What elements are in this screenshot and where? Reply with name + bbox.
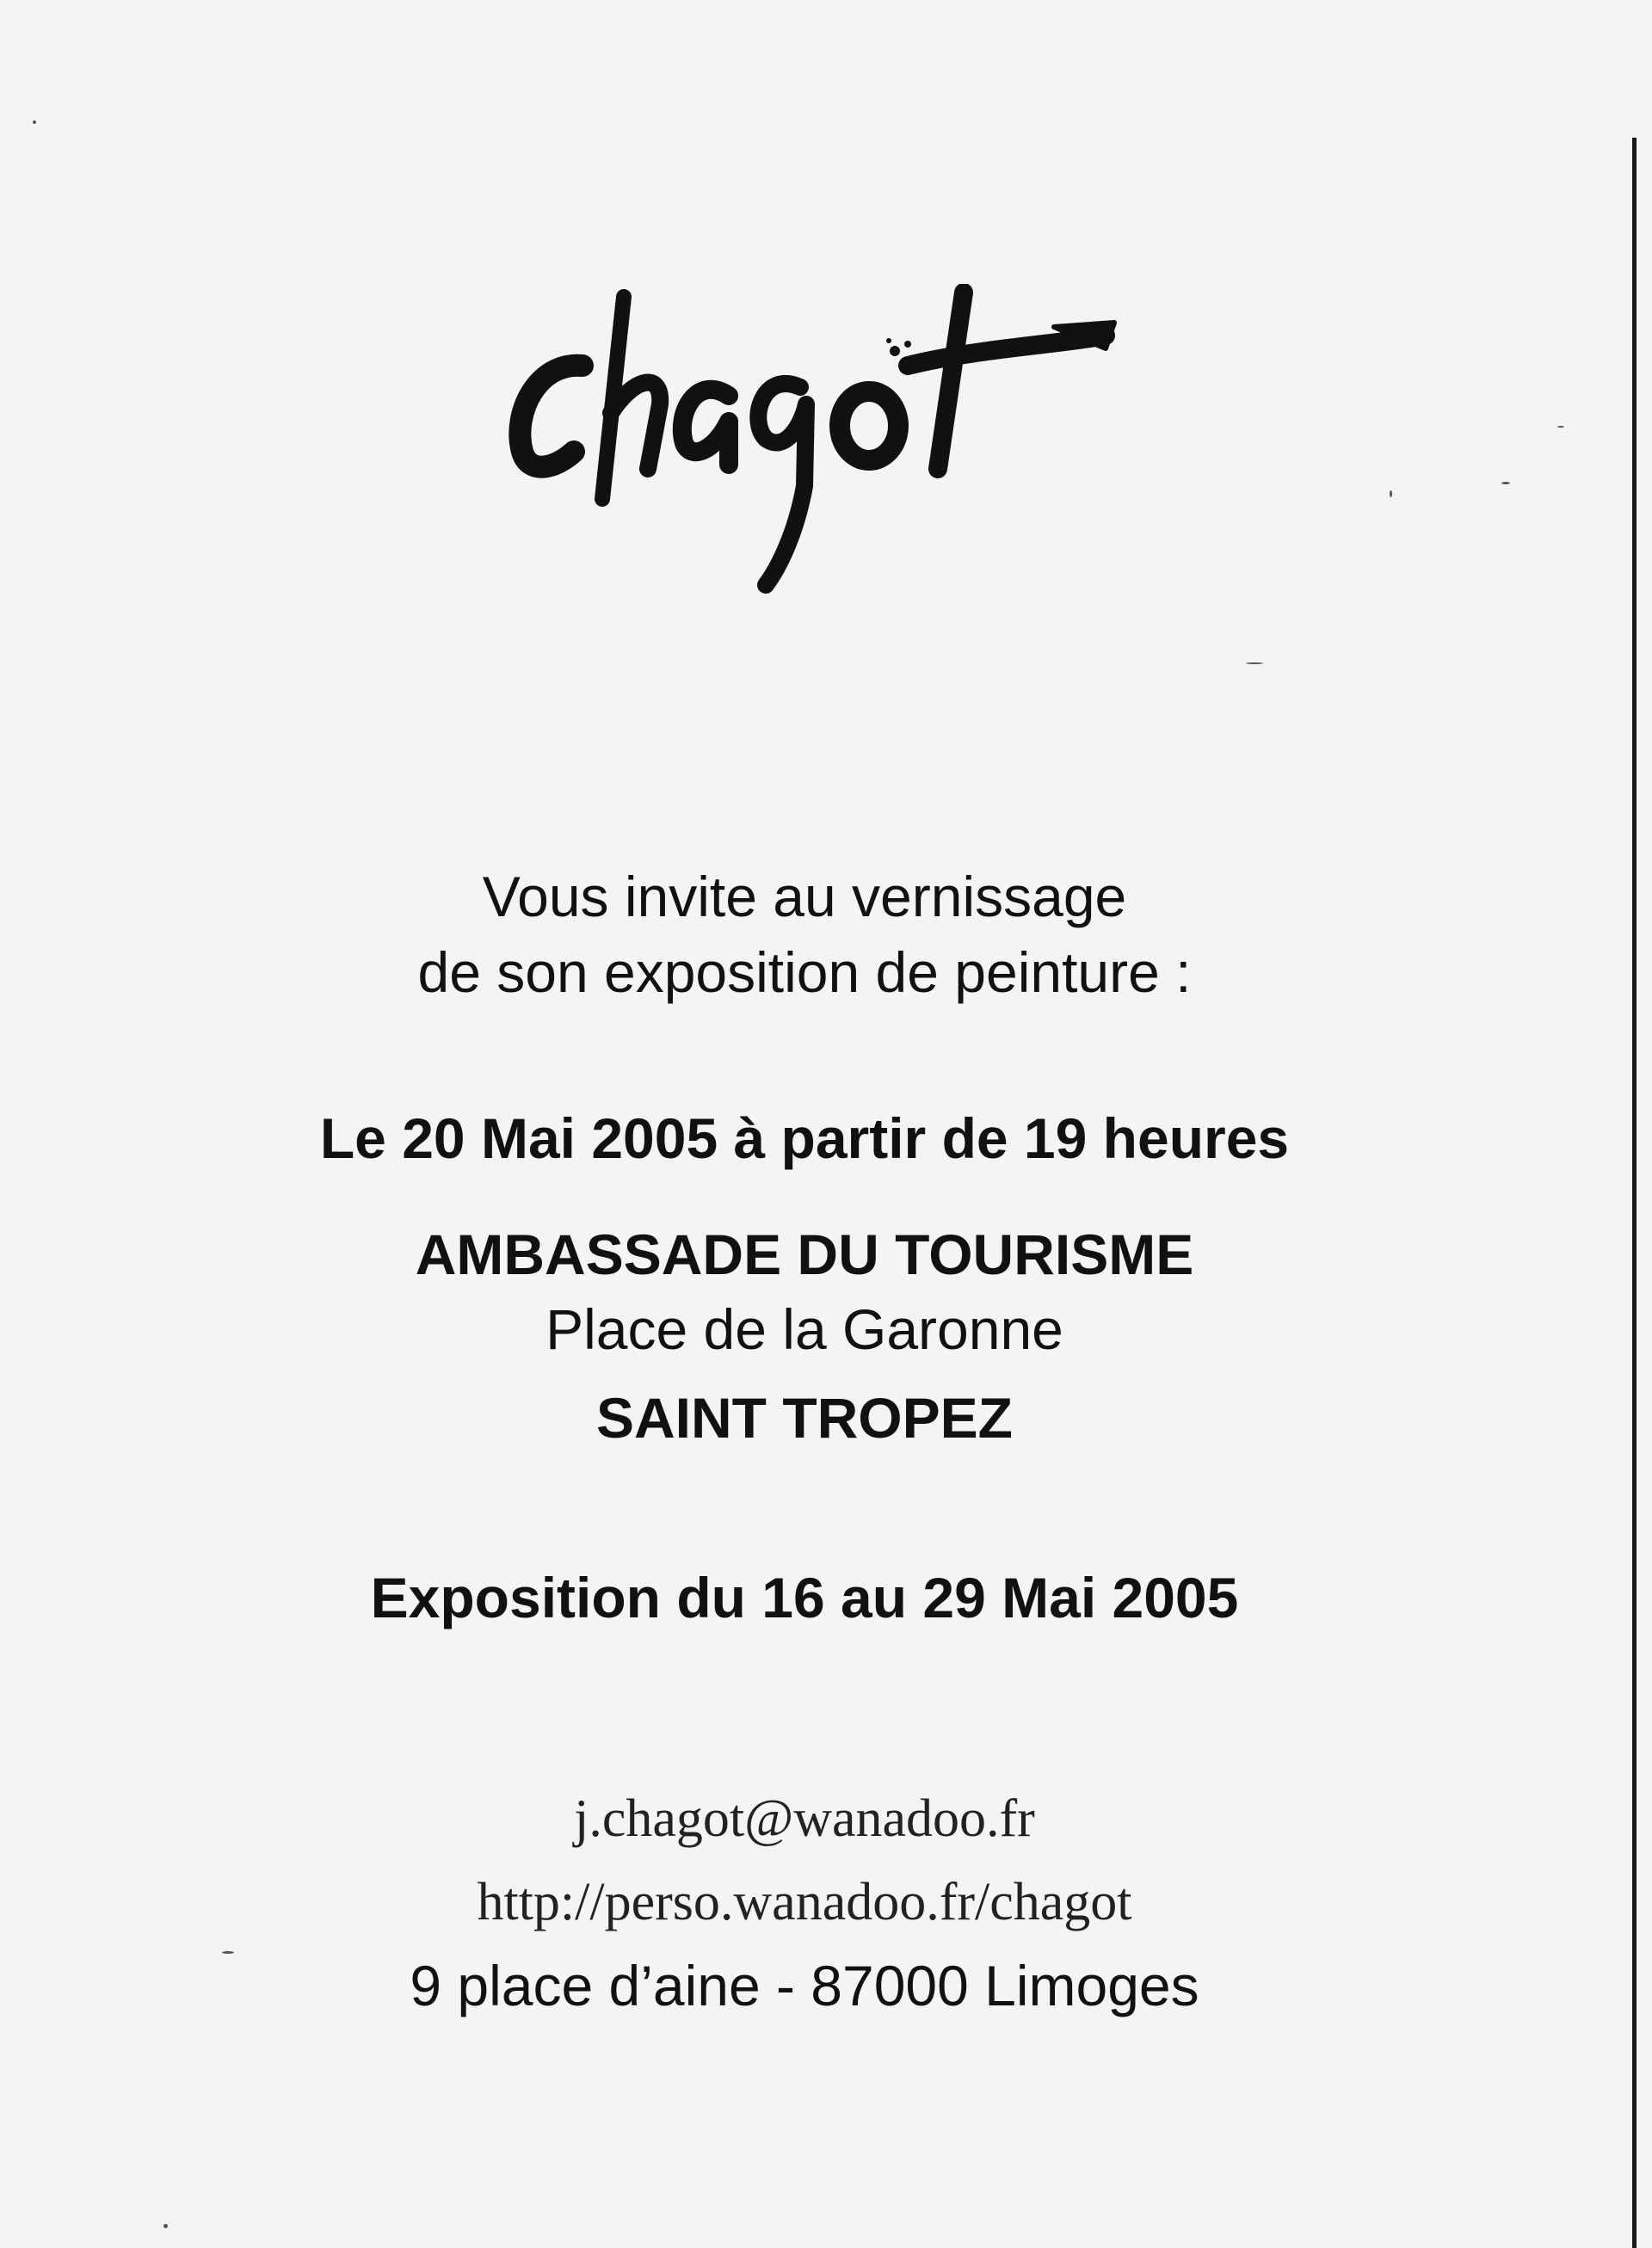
scan-speck <box>1501 482 1510 484</box>
exhibition-dates: Exposition du 16 au 29 Mai 2005 <box>370 1566 1239 1629</box>
scan-speck <box>163 2224 168 2228</box>
scan-speck <box>1390 490 1392 497</box>
scan-speck <box>1246 662 1263 664</box>
invitation-line-2: de son exposition de peinture : <box>417 940 1192 1004</box>
venue-street: Place de la Garonne <box>546 1297 1063 1361</box>
venue-name: AMBASSADE DU TOURISME <box>415 1223 1194 1286</box>
contact-website: http://perso.wanadoo.fr/chagot <box>477 1873 1132 1931</box>
invitation-line-1: Vous invite au vernissage <box>482 865 1127 928</box>
scan-speck <box>33 120 36 124</box>
invitation-text <box>0 859 1609 1010</box>
scan-speck <box>1557 426 1564 428</box>
venue-city: SAINT TROPEZ <box>595 1386 1013 1450</box>
chagot-signature-art <box>503 284 1157 602</box>
chagot-logo <box>503 284 1157 602</box>
contact-email: j.chagot@wanadoo.fr <box>574 1789 1035 1848</box>
contact-address: 9 place d’aine - 87000 Limoges <box>410 1954 1199 2017</box>
scan-edge-line <box>1632 138 1637 2248</box>
event-date-line: Le 20 Mai 2005 à partir de 19 heures <box>319 1106 1290 1170</box>
